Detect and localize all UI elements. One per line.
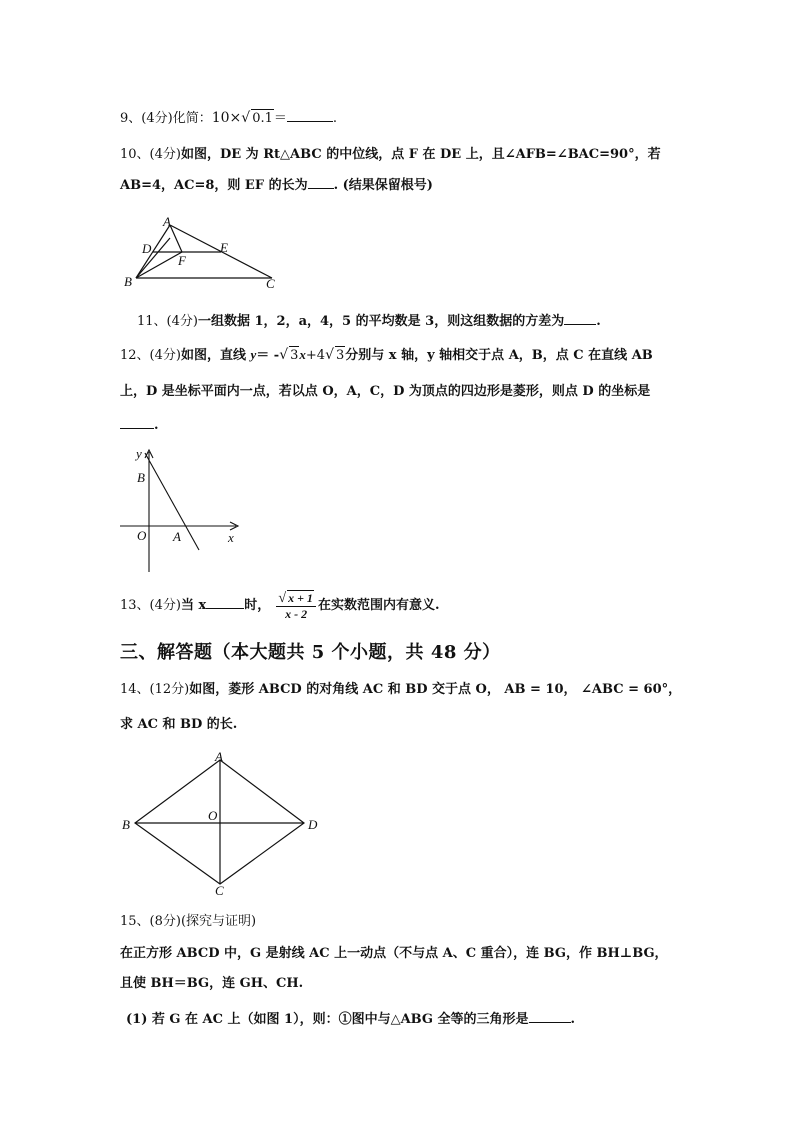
fig-label-C: C [215,883,224,898]
q9-equals: ＝ [273,111,287,126]
q11-score: (4分) [166,314,198,329]
q10-text-2: AB=4，AC=8，则 EF 的长为 [120,178,308,193]
q9-period: . [332,111,338,126]
q10-text-tail: . (结果保留根号) [333,178,433,193]
question-14-line-2 [120,716,237,734]
section-3-title: 三、解答题（本大题共 5 个小题，共 48 分） [120,642,501,663]
q13-fraction [276,590,316,621]
fig-label-D: D [142,241,152,256]
question-12-line-1 [120,346,653,365]
q9-radicand: 0.1 [252,111,273,126]
q12-text-2: 分别与 x 轴，y 轴相交于点 A，B，点 C 在直线 AB [345,348,653,363]
q15-score: (8分) [149,914,181,929]
fig-label-E: E [220,240,228,255]
question-15-line-2 [120,945,668,963]
q15-number: 15、 [120,914,150,929]
q15-text-1: 在正方形 ABCD 中，G 是射线 AC 上一动点（不与点 A、C 重合），连 BG，作 BH⊥BG， [120,946,668,961]
q12-text-1: 如图，直线 [180,348,251,363]
q9-prompt: 化简： [172,111,212,126]
fig-label-B: B [124,274,132,289]
sqrt-sign: √ [325,347,334,363]
fig-label-D: D [308,817,318,832]
q12-period: . [154,418,159,433]
q15-text-2: 且使 BH＝BG，连 GH、CH. [120,976,304,991]
q14-rhombus-figure [118,750,328,898]
answer-blank [287,109,333,122]
q13-number: 13、 [120,598,150,613]
question-10-line-2 [120,176,433,195]
fig-label-x: x [228,530,234,545]
q12-eq: ＝ - [256,348,280,363]
question-12-line-2 [120,383,650,401]
q14-number: 14、 [120,682,150,697]
answer-blank [206,596,244,609]
answer-blank [564,312,596,325]
q14-score: (12分) [149,682,190,697]
question-11 [137,312,601,331]
q12-text-3: 上，D 是坐标平面内一点，若以点 O，A，C，D 为顶点的四边形是菱形，则点 D 的坐标是 [120,384,651,399]
q12-coordinate-figure [118,446,244,576]
q13-score: (4分) [149,598,181,613]
q11-text: 一组数据 1，2，a，4，5 的平均数是 3，则这组数据的方差为 [197,314,565,329]
question-15-line-4 [126,1010,575,1029]
fig-label-y: y [136,446,142,461]
fig-label-B: B [137,470,145,485]
question-13 [120,589,439,623]
sqrt-sign: √ [241,110,251,126]
q15-period: . [570,1012,576,1027]
q15-tag: (探究与证明) [180,914,257,929]
fig-label-O: O [208,808,218,823]
answer-blank [308,176,334,189]
q13-text-1: 当 x [180,598,207,613]
q11-number: 11、 [137,314,167,329]
fig-label-O: O [137,528,147,543]
q13-numerator [276,590,316,607]
q12-radicand-1: 3 [290,348,299,363]
fig-label-A: A [163,214,171,229]
q13-denominator: x - 2 [285,607,308,621]
sqrt-sign: √ [279,347,289,363]
fig-label-A: A [215,750,223,764]
q10-triangle-figure [120,210,285,292]
question-12-line-3 [120,416,159,435]
fig-label-F: F [178,253,186,268]
answer-blank [529,1010,571,1023]
q12-number: 12、 [120,348,150,363]
q10-number: 10、 [120,147,150,162]
q12-plus: +4 [305,348,326,363]
q9-expr-coef: 10× [211,110,242,126]
q10-text-1: 如图，DE 为 Rt△ABC 的中位线，点 F 在 DE 上，且∠AFB=∠BAC=90°，若 [180,147,661,162]
q11-period: . [596,314,601,329]
q13-radicand: x + 1 [288,591,313,605]
q12-y: y [250,347,257,362]
q13-text-2: 时， [244,598,271,613]
question-14-line-1 [120,681,681,699]
q12-radicand-2: 3 [336,348,345,363]
question-15-line-1 [120,913,256,931]
q9-number: 9、 [120,111,142,126]
answer-blank [120,416,154,429]
q9-score: (4分) [141,111,173,126]
fig-label-C: C [266,276,275,291]
question-10-line-1 [120,146,661,164]
sqrt-sign: √ [278,591,287,606]
q13-text-3: 在实数范围内有意义. [317,598,440,613]
q12-score: (4分) [149,348,181,363]
fig-label-B: B [122,817,130,832]
q14-text-2: 求 AC 和 BD 的长. [120,717,238,732]
q15-text-3: (1) 若 G 在 AC 上（如图 1），则：①图中与△ABG 全等的三角形是 [126,1012,529,1027]
q14-text-1: 如图，菱形 ABCD 的对角线 AC 和 BD 交于点 O， AB = 10， ∠ABC = 60°， [189,682,682,697]
fig-label-A: A [173,529,181,544]
question-15-line-3 [120,975,303,993]
q12-x: x [299,347,306,362]
question-9 [120,109,337,128]
q10-score: (4分) [149,147,181,162]
